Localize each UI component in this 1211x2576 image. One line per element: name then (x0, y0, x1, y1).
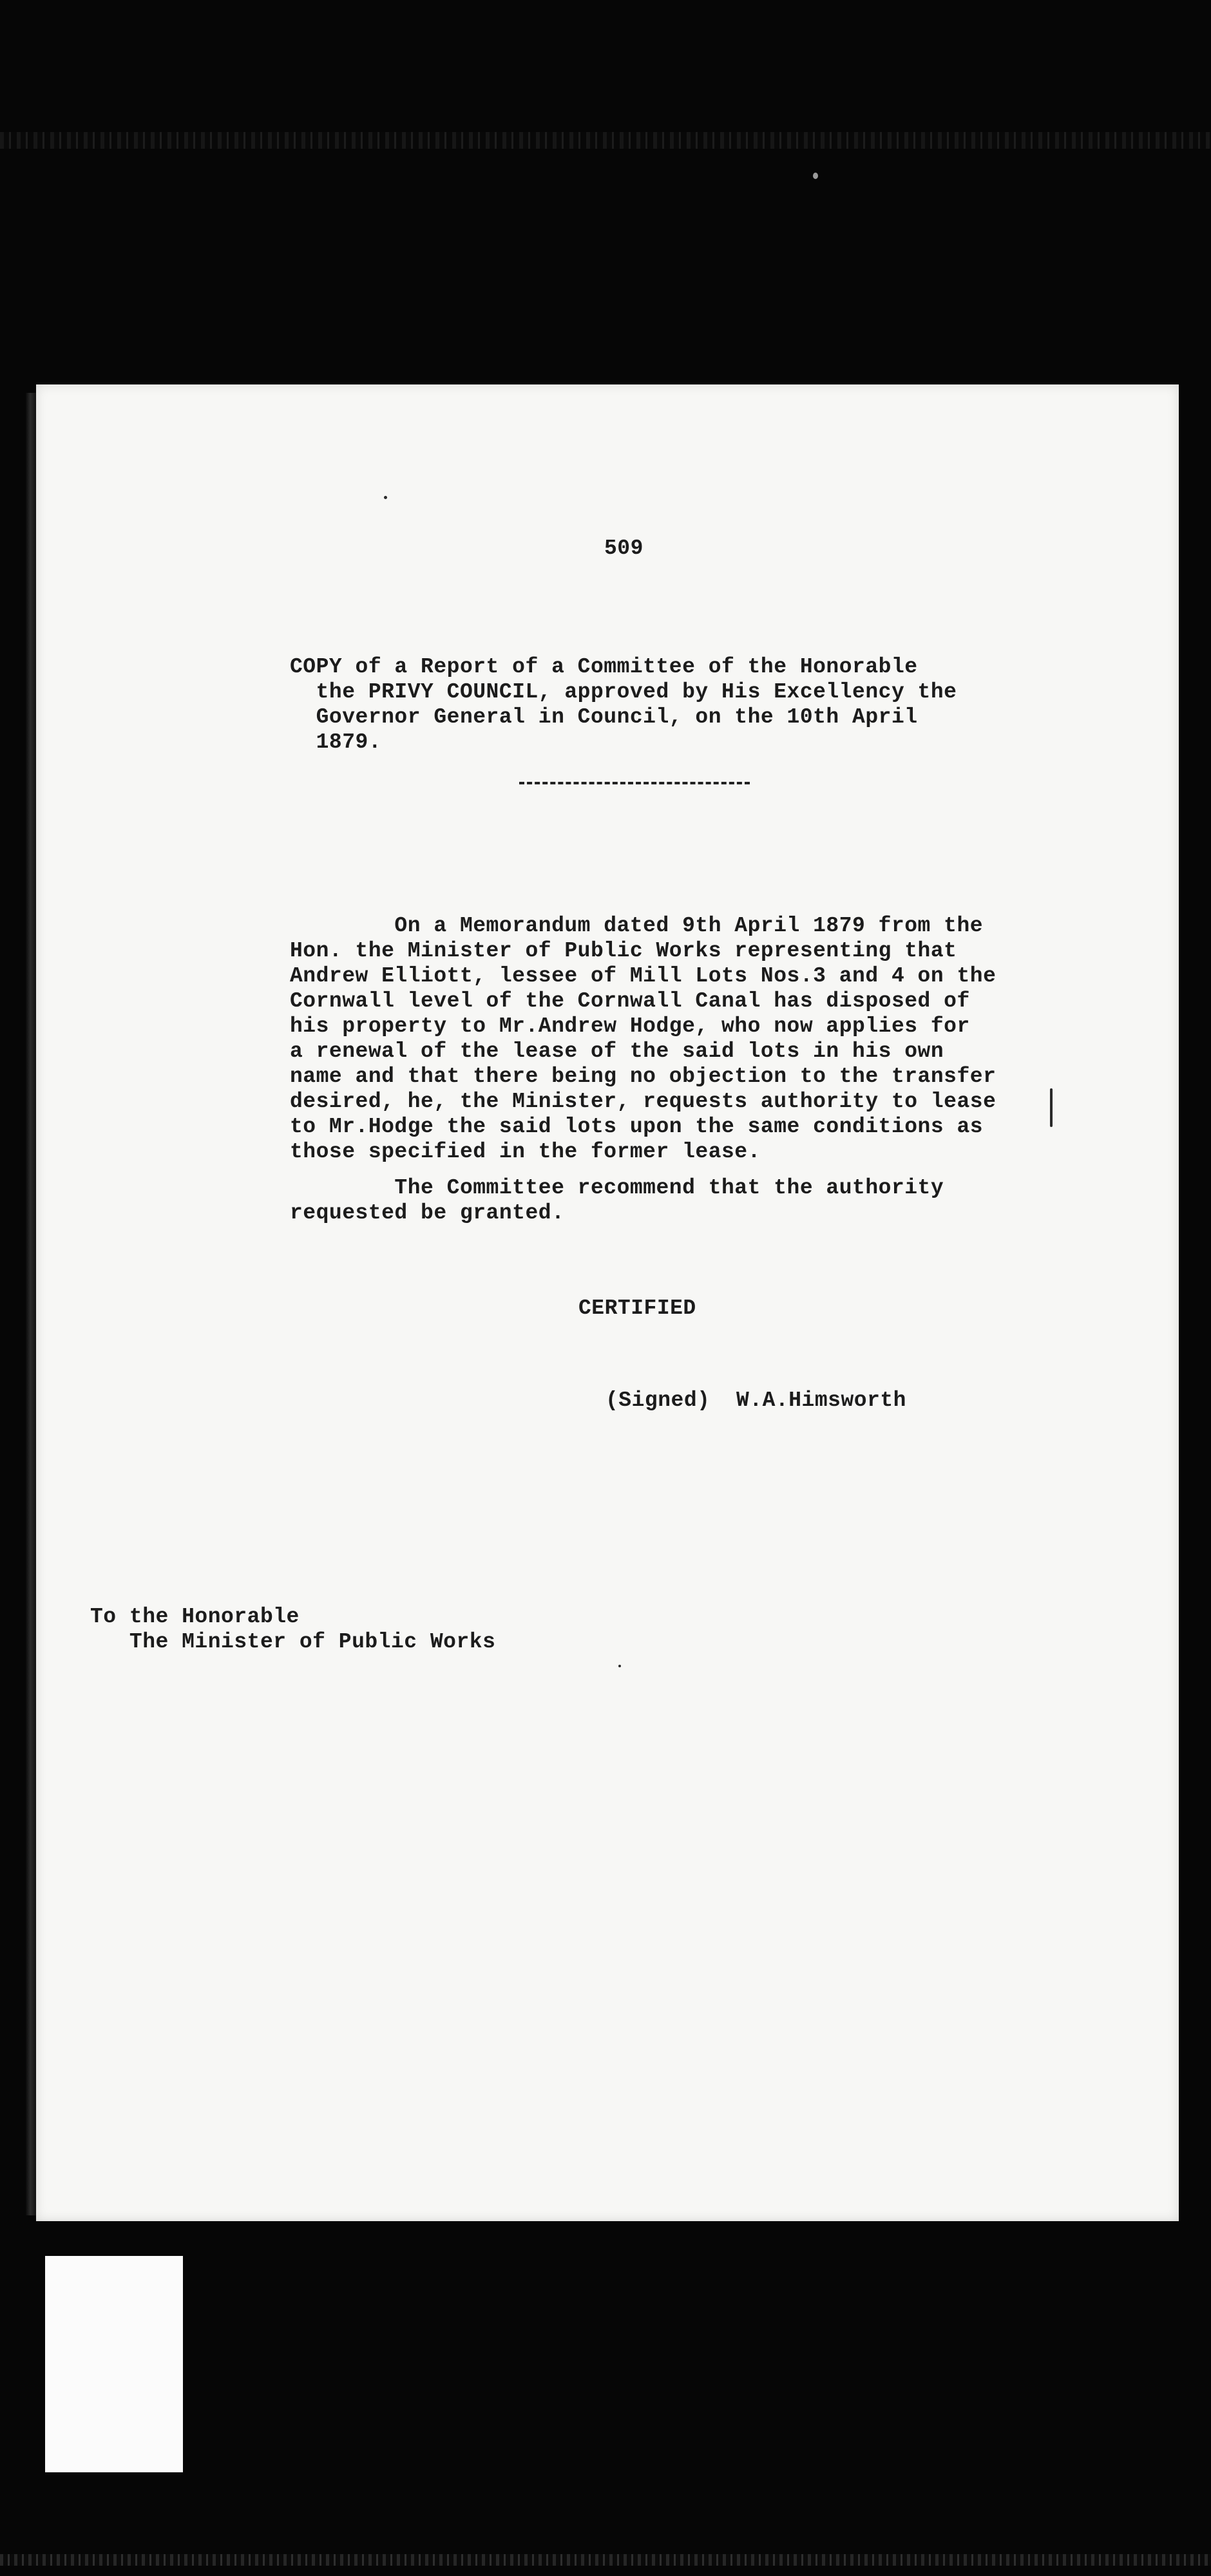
film-perforation-top (0, 132, 1211, 149)
body-line: Andrew Elliott, lessee of Mill Lots Nos.3 and 4 on the (290, 964, 996, 988)
page-number: 509 (604, 536, 644, 560)
body-line: his property to Mr.Andrew Hodge, who now applies for (290, 1014, 970, 1038)
heading-line: Governor General in Council, on the 10th April (290, 705, 918, 729)
dust-speck (813, 173, 818, 179)
recommend-line: requested be granted. (290, 1201, 565, 1225)
dust-speck (384, 496, 387, 499)
heading-line: COPY of a Report of a Committee of the Honorable (290, 655, 918, 679)
heading-line: 1879. (290, 730, 382, 754)
film-label-slip (45, 2256, 183, 2472)
dust-speck (1050, 1088, 1053, 1127)
address-line: The Minister of Public Works (90, 1630, 496, 1654)
certified-label: CERTIFIED (578, 1296, 696, 1320)
heading-line: the PRIVY COUNCIL, approved by His Excellency the (290, 680, 957, 704)
body-line: a renewal of the lease of the said lots in his own (290, 1039, 944, 1063)
address-line: To the Honorable (90, 1605, 300, 1629)
film-perforation-bottom (0, 2554, 1211, 2566)
recommend-line: The Committee recommend that the authority (290, 1176, 944, 1200)
body-line: to Mr.Hodge the said lots upon the same conditions as (290, 1115, 984, 1139)
body-line: those specified in the former lease. (290, 1140, 761, 1164)
signature-line: (Signed) W.A.Himsworth (606, 1388, 906, 1412)
body-line: desired, he, the Minister, requests authority to lease (290, 1090, 996, 1113)
body-line: name and that there being no objection to the transfer (290, 1065, 996, 1088)
divider-line (519, 782, 750, 784)
body-line: On a Memorandum dated 9th April 1879 from the (290, 914, 984, 938)
body-line: Cornwall level of the Cornwall Canal has disposed of (290, 989, 970, 1013)
recommendation-paragraph (290, 1175, 944, 1226)
addressee-block (90, 1604, 495, 1654)
body-line: Hon. the Minister of Public Works representing that (290, 939, 957, 963)
dust-speck (618, 1665, 621, 1667)
memorandum-paragraph (290, 913, 996, 1164)
report-heading (290, 654, 957, 755)
